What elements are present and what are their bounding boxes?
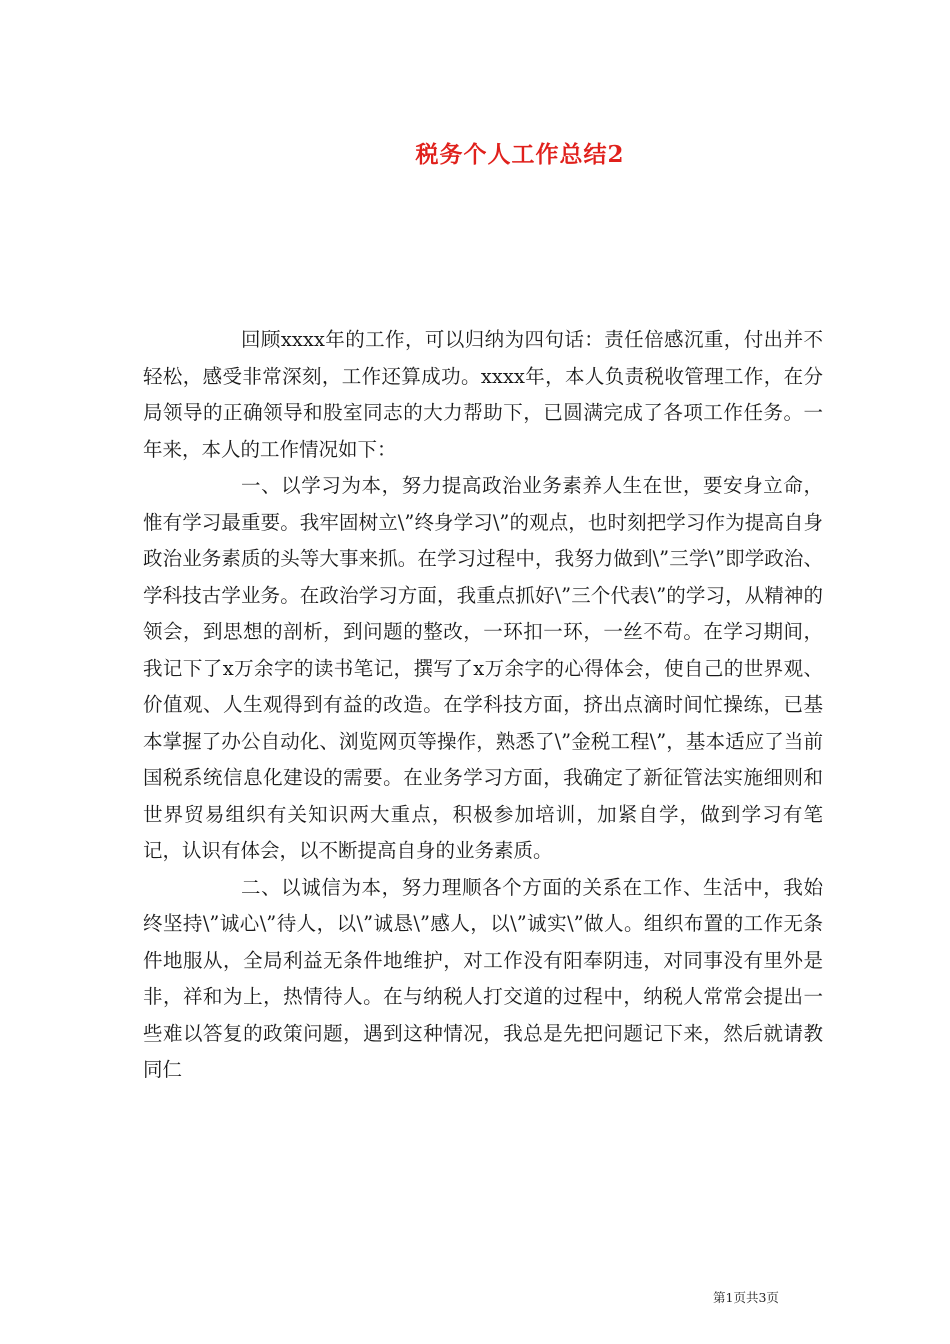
paragraph-section-1: 一、以学习为本，努力提高政治业务素养人生在世，要安身立命，惟有学习最重要。我牢固树立\”终身学习\”的观点，也时刻把学习作为提高自身政治业务素质的头等大事来抓。在学习过程中，我努力做到\”三学\”即学政治、学科技古学业务。在政治学习方面，我重点抓好\”三个代表\”的学习，从精神的领会，到思想的剖析，到问题的整改，一环扣一环，一丝不苟。在学习期间，我记下了x万余字的读书笔记，撰写了x万余字的心得体会，使自己的世界观、价值观、人生观得到有益的改造。在学科技方面，挤出点滴时间忙操练，已基本掌握了办公自动化、浏览网页等操作，熟悉了\”金税工程\”，基本适应了当前国税系统信息化建设的需要。在业务学习方面，我确定了新征管法实施细则和世界贸易组织有关知识两大重点，积极参加培训，加紧自学，做到学习有笔记，认识有体会，以不断提高自身的业务素质。 [143,474,823,862]
document-body [143,322,823,1089]
page-footer: 第1页共3页 [713,1290,779,1305]
paragraph-intro: 回顾xxxx年的工作，可以归纳为四句话：责任倍感沉重，付出并不轻松，感受非常深刻，工作还算成功。xxxx年，本人负责税收管理工作，在分局领导的正确领导和股室同志的大力帮助下，已圆满完成了各项工作任务。一年来，本人的工作情况如下： [143,328,823,461]
page-title: 税务个人工作总结2 [415,141,625,168]
paragraph-section-2: 二、以诚信为本，努力理顺各个方面的关系在工作、生活中，我始终坚持\”诚心\”待人，以\”诚恳\”感人，以\”诚实\”做人。组织布置的工作无条件地服从，全局利益无条件地维护，对工作没有阳奉阴违，对同事没有里外是非，祥和为上，热情待人。在与纳税人打交道的过程中，纳税人常常会提出一些难以答复的政策问题，遇到这种情况，我总是先把问题记下来，然后就请教同仁 [143,875,823,1081]
